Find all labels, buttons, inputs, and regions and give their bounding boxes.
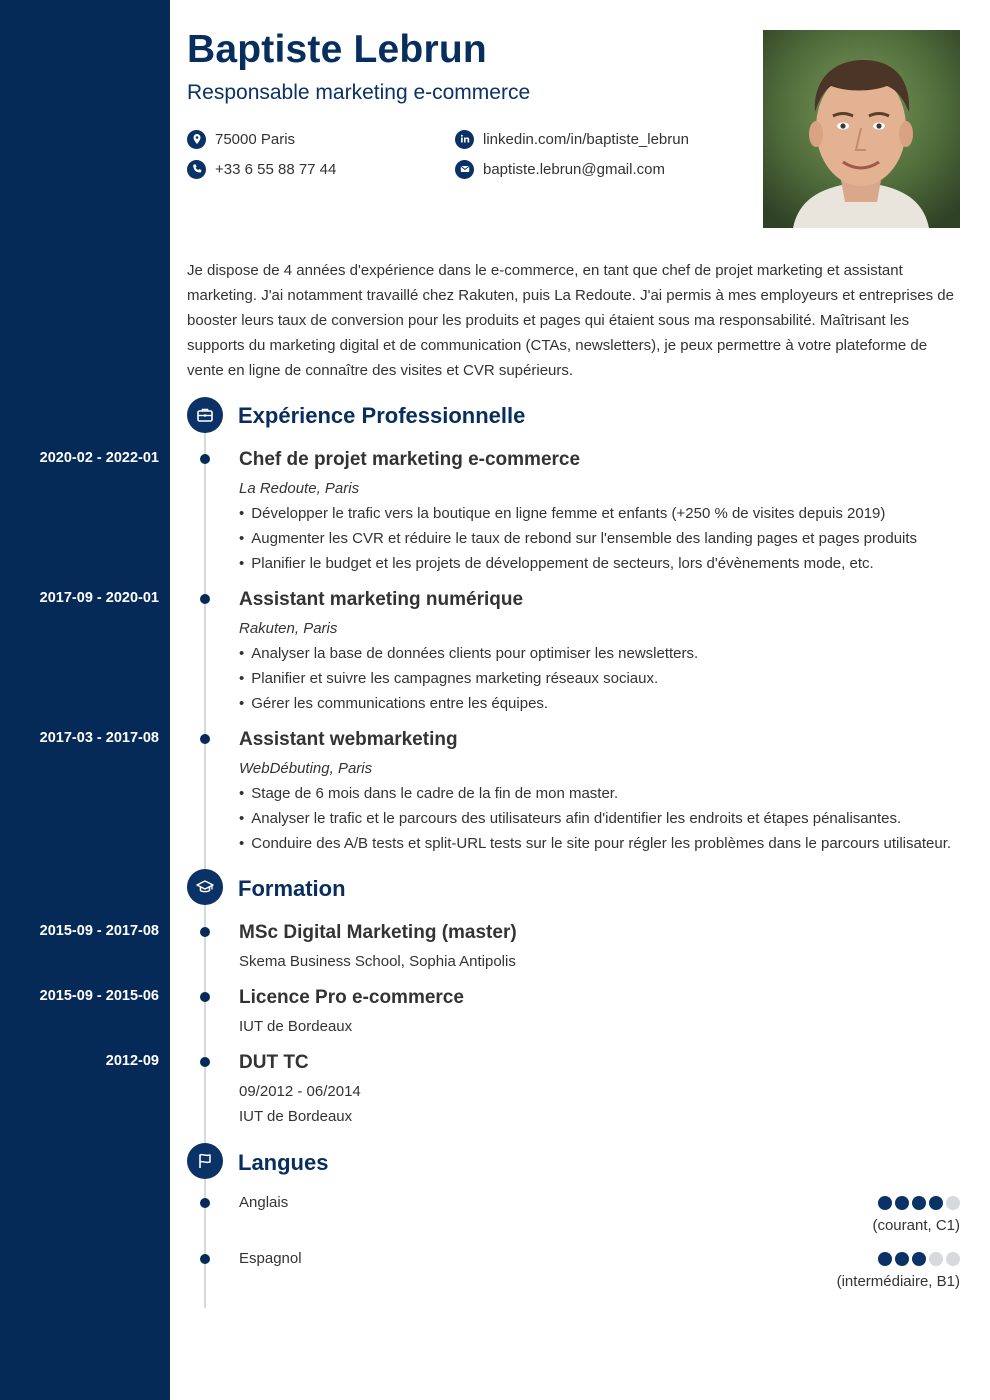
job-1-tasks: [239, 501, 917, 576]
edu-2-date: 2015-09 - 2015-06: [39, 988, 159, 1004]
left-sidebar: [0, 0, 170, 1400]
email-icon: [455, 160, 474, 179]
job-2-company: Rakuten, Paris: [239, 620, 338, 637]
list-item: • Conduire des A/B tests et split-URL tests sur le site pour régler les problèmes dans le parcours utilisateur.: [239, 831, 951, 856]
contact-phone: [187, 159, 336, 179]
contact-phone-text: +33 6 55 88 77 44: [215, 160, 337, 178]
timeline-dot: [200, 594, 210, 604]
list-item: • Développer le trafic vers la boutique en ligne femme et enfants (+250 % de visites depuis 2019): [239, 501, 917, 526]
list-item: • Planifier le budget et les projets de développement de secteurs, lors d'évènements mode, etc.: [239, 551, 917, 576]
edu-2-title: Licence Pro e-commerce: [239, 987, 464, 1008]
profile-photo: [763, 30, 960, 228]
language-1-rating: [878, 1196, 960, 1210]
briefcase-icon: [187, 397, 223, 433]
rating-dot: [912, 1196, 926, 1210]
timeline-dot: [200, 1057, 210, 1067]
timeline-dot: [200, 734, 210, 744]
rating-dot: [895, 1252, 909, 1266]
edu-3-school: IUT de Bordeaux: [239, 1108, 353, 1125]
rating-dot: [946, 1252, 960, 1266]
list-item: • Stage de 6 mois dans le cadre de la fin de mon master.: [239, 781, 951, 806]
edu-3-date: 2012-09: [105, 1053, 159, 1069]
job-1-title: Chef de projet marketing e-commerce: [239, 449, 581, 470]
edu-1-title: MSc Digital Marketing (master): [239, 922, 517, 943]
contact-location-text: 75000 Paris: [215, 130, 296, 148]
contact-email[interactable]: [455, 159, 665, 179]
list-item: • Gérer les communications entre les équipes.: [239, 691, 698, 716]
profile-summary: Je dispose de 4 années d'expérience dans le e-commerce, en tant que chef de projet marketing et assistant marketing. J'ai notamment travaillé chez Rakuten, puis La Redoute. J'ai permis à mes employeurs et entreprises de booster leurs taux de conversion pour les produits et pages qui étaient sous ma responsabilité. Maîtrisant les supports du marketing digital et de communication (CTAs, newsletters), je peux permettre à votre plateforme de vente en ligne de connaître des visites et CVR supérieurs.: [187, 262, 954, 379]
list-item: • Analyser la base de données clients pour optimiser les newsletters.: [239, 641, 698, 666]
rating-dot: [878, 1252, 892, 1266]
job-1-company: La Redoute, Paris: [239, 480, 360, 497]
linkedin-icon: [455, 130, 474, 149]
languages-title: Langues: [238, 1150, 329, 1175]
job-2-title: Assistant marketing numérique: [239, 589, 524, 610]
rating-dot: [912, 1252, 926, 1266]
experience-title: Expérience Professionnelle: [238, 403, 526, 428]
candidate-role: Responsable marketing e-commerce: [187, 81, 531, 104]
rating-dot: [929, 1196, 943, 1210]
contact-location: [187, 129, 295, 149]
language-1-name: Anglais: [239, 1194, 289, 1211]
contact-email-text[interactable]: baptiste.lebrun@gmail.com: [483, 160, 665, 178]
language-1-level: (courant, C1): [872, 1217, 960, 1234]
job-2-date: 2017-09 - 2020-01: [39, 590, 159, 606]
rating-dot: [878, 1196, 892, 1210]
rating-dot: [946, 1196, 960, 1210]
map-pin-icon: [187, 130, 206, 149]
language-2-level: (intermédiaire, B1): [836, 1273, 960, 1290]
timeline-dot: [200, 992, 210, 1002]
education-title: Formation: [238, 876, 346, 901]
job-3-company: WebDébuting, Paris: [239, 760, 373, 777]
edu-3-period: 09/2012 - 06/2014: [239, 1083, 361, 1100]
rating-dot: [895, 1196, 909, 1210]
contact-linkedin-text[interactable]: linkedin.com/in/baptiste_lebrun: [483, 130, 689, 148]
list-item: • Augmenter les CVR et réduire le taux de rebond sur l'ensemble des landing pages et pages produits: [239, 526, 917, 551]
edu-2-school: IUT de Bordeaux: [239, 1018, 353, 1035]
graduation-cap-icon: [187, 869, 223, 905]
flag-icon: [187, 1143, 223, 1179]
list-item: • Analyser le trafic et le parcours des utilisateurs afin d'identifier les endroits et étapes pénalisantes.: [239, 806, 951, 831]
edu-1-school: Skema Business School, Sophia Antipolis: [239, 953, 516, 970]
candidate-name: Baptiste Lebrun: [187, 28, 487, 71]
timeline-dot: [200, 1254, 210, 1264]
list-item: • Planifier et suivre les campagnes marketing réseaux sociaux.: [239, 666, 698, 691]
job-1-date: 2020-02 - 2022-01: [39, 450, 159, 466]
language-2-name: Espagnol: [239, 1250, 302, 1267]
rating-dot: [929, 1252, 943, 1266]
timeline-dot: [200, 1198, 210, 1208]
edu-1-date: 2015-09 - 2017-08: [39, 923, 159, 939]
timeline-dot: [200, 927, 210, 937]
phone-icon: [187, 160, 206, 179]
job-3-title: Assistant webmarketing: [239, 729, 458, 750]
job-3-date: 2017-03 - 2017-08: [39, 730, 159, 746]
language-2-rating: [878, 1252, 960, 1266]
timeline-dot: [200, 454, 210, 464]
edu-3-title: DUT TC: [239, 1052, 309, 1073]
job-2-tasks: [239, 641, 698, 716]
contact-linkedin[interactable]: [455, 129, 689, 149]
job-3-tasks: [239, 781, 951, 856]
